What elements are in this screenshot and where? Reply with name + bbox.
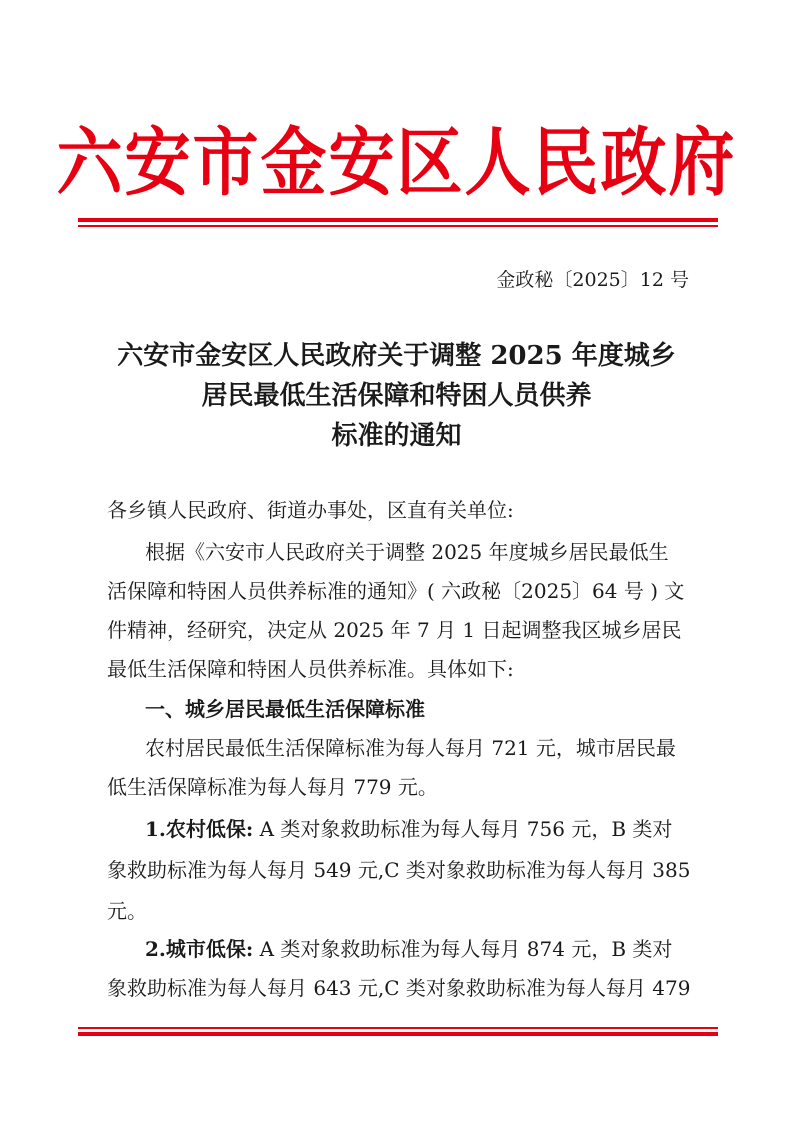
- footer-rule-thin: [78, 1027, 718, 1029]
- item1-line-1: [145, 814, 672, 844]
- title-line-3: 标准的通知: [331, 421, 462, 451]
- document-number: 金政秘〔2025〕12 号: [496, 269, 689, 291]
- item2-label: 2.城市低保:: [145, 937, 254, 961]
- para1-line-1: 根据《六安市人民政府关于调整 2025 年度城乡居民最低生: [145, 540, 669, 564]
- footer-rule-thick: [78, 1032, 718, 1036]
- salutation: 各乡镇人民政府、街道办事处，区直有关单位:: [107, 498, 514, 522]
- item2-line-1: [145, 934, 672, 964]
- para2-line-2: 低生活保障标准为每人每月 779 元。: [107, 775, 438, 799]
- para2-line-1: 农村居民最低生活保障标准为每人每月 721 元，城市居民最: [145, 736, 676, 760]
- para1-line-3: 件精神，经研究，决定从 2025 年 7 月 1 日起调整我区城乡居民: [107, 618, 682, 642]
- item2-text: A 类对象救助标准为每人每月 874 元，B 类对: [259, 937, 673, 961]
- item2-line-2: 象救助标准为每人每月 643 元,C 类对象救助标准为每人每月 479: [107, 976, 691, 1000]
- masthead-title: 六安市金安区人民政府: [56, 118, 737, 207]
- masthead-rule-thin: [78, 225, 718, 227]
- title-line-1: 六安市金安区人民政府关于调整 2025 年度城乡: [117, 341, 676, 371]
- para1-line-2: 活保障和特困人员供养标准的通知》( 六政秘〔2025〕64 号 ) 文: [107, 579, 685, 603]
- item1-line-2: 象救助标准为每人每月 549 元,C 类对象救助标准为每人每月 385: [107, 858, 691, 882]
- item1-label: 1.农村低保:: [145, 817, 254, 841]
- para1-line-4: 最低生活保障和特困人员供养标准。具体如下:: [107, 657, 514, 681]
- title-line-2: 居民最低生活保障和特困人员供养: [201, 381, 592, 411]
- item1-text: A 类对象救助标准为每人每月 756 元，B 类对: [259, 817, 673, 841]
- masthead-rule-thick: [78, 218, 718, 222]
- item1-line-3: 元。: [107, 899, 147, 923]
- section1-heading: 一、城乡居民最低生活保障标准: [145, 697, 425, 721]
